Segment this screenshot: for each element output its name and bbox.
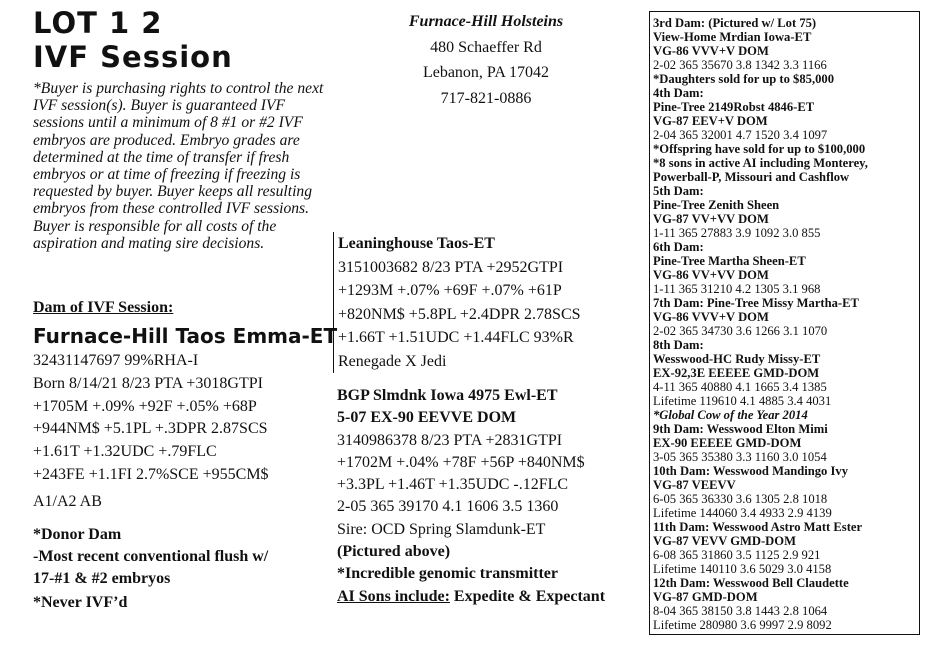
granddam-section (337, 385, 642, 608)
sire-detail-line: +1.66T +1.51UDC +1.44FLC 93%R (338, 329, 574, 346)
ai-sons-label: AI Sons include: (337, 587, 450, 605)
pedigree-line: 11th Dam: Wesswood Astro Matt Ester (653, 520, 863, 534)
farm-name: Furnace-Hill Holsteins (408, 13, 564, 30)
granddam-detail-line: 3140986378 8/23 PTA +2831GTPI (337, 431, 563, 449)
pictured-note: (Pictured above) (337, 543, 451, 561)
pedigree-box (649, 11, 920, 635)
ai-sons-line (337, 586, 642, 608)
donor-line: -Most recent conventional flush w/ (33, 548, 269, 565)
pedigree-line: 1-11 365 27883 3.9 1092 3.0 855 (653, 226, 821, 240)
farm-address: 480 Schaeffer Rd (430, 38, 542, 56)
pedigree-line: VG-86 VVV+V DOM (653, 44, 769, 58)
donor-line: *Donor Dam (33, 526, 122, 543)
pedigree-line: 5th Dam: (653, 184, 704, 198)
pedigree-line: 4th Dam: (653, 86, 704, 100)
pedigree-line: 6-08 365 31860 3.5 1125 2.9 921 (653, 548, 821, 562)
pedigree-line: Lifetime 140110 3.6 5029 3.0 4158 (653, 562, 832, 576)
pedigree-line: VG-87 EEV+V DOM (653, 114, 768, 128)
pedigree-line: 12th Dam: Wesswood Bell Claudette (653, 576, 849, 590)
sire-detail-line: +1293M +.07% +69F +.07% +61P (338, 282, 562, 299)
genomic-note: *Incredible genomic transmitter (337, 565, 558, 583)
pedigree-line: EX-92,3E EEEEE GMD-DOM (653, 366, 820, 380)
pedigree-line: EX-90 EEEEE GMD-DOM (653, 436, 802, 450)
dam-details (33, 350, 269, 514)
dam-detail-line: +1.61T +1.32UDC +.79FLC (33, 443, 217, 461)
sire-detail-line: +820NM$ +5.8PL +2.4DPR 2.78SCS (338, 305, 581, 323)
dam-detail-line: +243FE +1.1FI 2.7%SCE +955CM$ (33, 465, 269, 483)
pedigree-line: Lifetime 119610 4.1 4885 3.4 4031 (653, 394, 832, 408)
lot-title (33, 6, 233, 74)
pedigree-line: *Offspring have sold for up to $100,000 (653, 142, 866, 156)
pedigree-line: VG-87 VEVV GMD-DOM (653, 534, 796, 548)
farm-city: Lebanon, PA 17042 (422, 64, 550, 81)
never-ivf-note: *Never IVF’d (33, 594, 128, 611)
pedigree-line: Wesswood-HC Rudy Missy-ET (653, 352, 821, 366)
dam-detail-line: 32431147697 99%RHA-I (33, 352, 199, 369)
granddam-detail-line: +1702M +.04% +78F +56P +840NM$ (337, 453, 585, 471)
pedigree-line: Powerball-P, Missouri and Cashflow (653, 170, 850, 184)
lot-number: LOT 1 2 (33, 6, 163, 40)
dam-detail-line: A1/A2 AB (33, 492, 102, 510)
dam-name: Furnace-Hill Taos Emma-ET (33, 324, 338, 348)
sire-section (333, 232, 648, 373)
pedigree-line: 4-11 365 40880 4.1 1665 3.4 1385 (653, 380, 827, 394)
pedigree-line: *8 sons in active AI including Monterey, (653, 156, 868, 170)
sire-detail-line: 3151003682 8/23 PTA +2952GTPI (338, 258, 564, 276)
pedigree-line: VG-87 VEEVV (653, 478, 736, 492)
pedigree-line: 8th Dam: (653, 338, 704, 352)
granddam-detail-line: 2-05 365 39170 4.1 1606 3.5 1360 (337, 498, 559, 516)
pedigree-line: VG-87 VV+VV DOM (653, 212, 769, 226)
sire-detail-line: Renegade X Jedi (338, 352, 447, 370)
granddam-name: BGP Slmdnk Iowa 4975 Ewl-ET (337, 387, 558, 404)
buyer-note: *Buyer is purchasing rights to control the next IVF session(s). Buyer is guaranteed IVF sessions until a minimum of 8 #1 or #2 IVF embryos are produced. Embryo grades are determined at the time of transfer if fresh embryos or at time of freezing if freezing is requested by buyer. Buyer keeps all resulting embryos from these controlled IVF sessions. Buyer is responsible for all costs of the aspiration and mating sire decisions. (33, 80, 324, 252)
donor-line: 17-#1 & #2 embryos (33, 570, 171, 587)
dam-detail-line: +944NM$ +5.1PL +.3DPR 2.87SCS (33, 420, 268, 438)
pedigree-line: VG-87 GMD-DOM (653, 590, 758, 604)
dam-heading: Dam of IVF Session: (33, 299, 174, 316)
granddam-detail-line: +3.3PL +1.46T +1.35UDC -.12FLC (337, 476, 569, 494)
pedigree-line: 9th Dam: Wesswood Elton Mimi (653, 422, 828, 436)
pedigree-line: Pine-Tree 2149Robst 4846-ET (653, 100, 815, 114)
pedigree-line: *Daughters sold for up to $85,000 (653, 72, 834, 86)
pedigree-line: 2-04 365 32001 4.7 1520 3.4 1097 (653, 128, 828, 142)
pedigree-line: VG-86 VVV+V DOM (653, 310, 769, 324)
dam-detail-line: +1705M +.09% +92F +.05% +68P (33, 397, 257, 415)
farm-contact (336, 9, 636, 111)
pedigree-line: Lifetime 144060 3.4 4933 2.9 4139 (653, 506, 832, 520)
pedigree-line: *Global Cow of the Year 2014 (653, 408, 808, 422)
donor-notes (33, 524, 268, 590)
granddam-detail-line: Sire: OCD Spring Slamdunk-ET (337, 520, 546, 538)
pedigree-line: 7th Dam: Pine-Tree Missy Martha-ET (653, 296, 859, 310)
pedigree-line: Pine-Tree Zenith Sheen (653, 198, 780, 212)
dam-detail-line: Born 8/14/21 8/23 PTA +3018GTPI (33, 374, 263, 392)
pedigree-line: 2-02 365 35670 3.8 1342 3.3 1166 (653, 58, 827, 72)
pedigree-line: 3-05 365 35380 3.3 1160 3.0 1054 (653, 450, 827, 464)
pedigree-line: 1-11 365 31210 4.2 1305 3.1 968 (653, 282, 821, 296)
pedigree-line: View-Home Mrdian Iowa-ET (653, 30, 812, 44)
pedigree-line: Lifetime 280980 3.6 9997 2.9 8092 (653, 618, 832, 632)
session-type: IVF Session (33, 40, 233, 74)
pedigree-line: 10th Dam: Wesswood Mandingo Ivy (653, 464, 848, 478)
pedigree-line: Pine-Tree Martha Sheen-ET (653, 254, 806, 268)
sire-name: Leaninghouse Taos-ET (338, 235, 495, 252)
pedigree-line: 2-02 365 34730 3.6 1266 3.1 1070 (653, 324, 828, 338)
pedigree-line: 6th Dam: (653, 240, 704, 254)
pedigree-line: VG-86 VV+VV DOM (653, 268, 769, 282)
farm-phone: 717-821-0886 (440, 89, 532, 107)
granddam-classification: 5-07 EX-90 EEVVE DOM (337, 409, 517, 427)
pedigree-line: 6-05 365 36330 3.6 1305 2.8 1018 (653, 492, 828, 506)
ai-sons-names: Expedite & Expectant (449, 587, 606, 605)
pedigree-line: 3rd Dam: (Pictured w/ Lot 75) (653, 16, 817, 30)
pedigree-line: 8-04 365 38150 3.8 1443 2.8 1064 (653, 604, 828, 618)
